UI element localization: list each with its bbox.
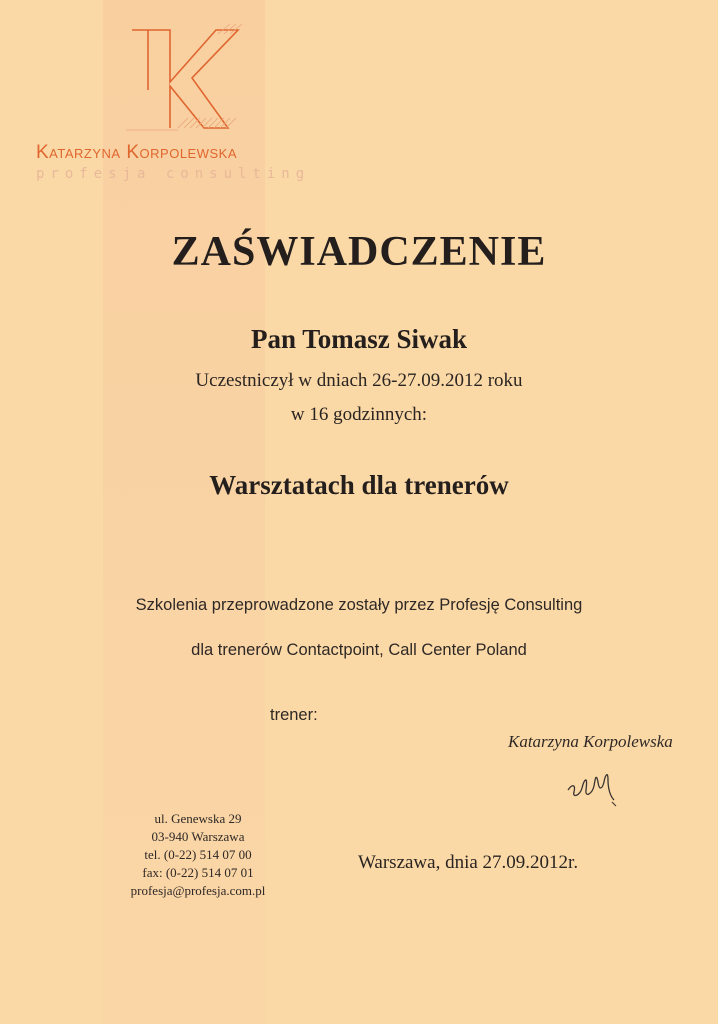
place-date: Warszawa, dnia 27.09.2012r. [358, 852, 579, 873]
institution-line-1: Szkolenia przeprowadzone zostały przez Profesję Consulting [135, 596, 583, 614]
address-fax: fax: (0-22) 514 07 01 [142, 865, 254, 880]
brand-name: Katarzyna Korpolewska [36, 142, 238, 163]
address-email: profesja@profesja.com.pl [130, 883, 266, 898]
trainer-name: Katarzyna Korpolewska [508, 732, 673, 751]
brand-subtitle: profesja consulting [36, 166, 311, 182]
address-street: ul. Genewska 29 [154, 811, 242, 826]
trainer-label: trener: [270, 706, 318, 724]
participation-line: Uczestniczył w dniach 26-27.09.2012 roku [195, 370, 523, 391]
signature-icon [562, 760, 622, 810]
course-name: Warsztatach dla trenerów [209, 470, 509, 500]
institution-line-2: dla trenerów Contactpoint, Call Center Poland [191, 641, 527, 659]
address-block [108, 810, 288, 900]
address-tel: tel. (0-22) 514 07 00 [144, 847, 252, 862]
recipient-name: Pan Tomasz Siwak [250, 324, 468, 354]
address-city: 03-940 Warszawa [151, 829, 245, 844]
k-logo-icon [118, 20, 248, 138]
hours-line: w 16 godzinnych: [290, 404, 428, 425]
document-title: ZAŚWIADCZENIE [171, 229, 547, 275]
